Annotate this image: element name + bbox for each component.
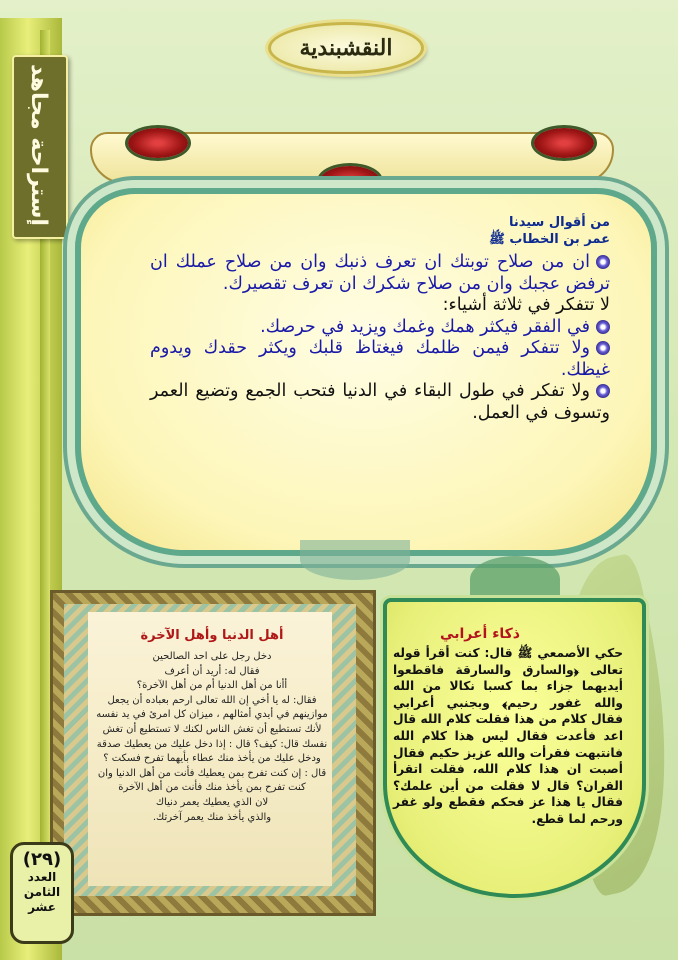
quote-item: ولا تتفكر فيمن ظلمك فيغتاظ قلبك ويكثر حقدك ويدوم غيظك.: [150, 338, 610, 380]
shield-body: [393, 645, 623, 828]
page-header-title: النقشبندية: [268, 22, 424, 74]
flower-bullet-icon: [596, 255, 610, 269]
rose-ornament-icon: [534, 128, 594, 158]
dunya-line: والذي يأخذ منك يعمر آخرتك.: [152, 811, 272, 823]
issue-badge: [10, 842, 74, 944]
quote-item: في الفقر فيكثر همك وغمك ويزيد في حرصك.: [150, 317, 610, 339]
issue-label-line2: الثامن: [23, 885, 61, 899]
quote-body: [150, 252, 610, 424]
shield-text: حكي الأصمعي ﷺ قال: كنت أقرأ قوله تعالى ﴿والسارق والسارقة فاقطعوا أيديهما جزاء بما كسبا نكالا من الله والله غفور رحيم﴾ وبجنبي أعرابي فقال كلام من هذا فقلت كلام الله قال اعد فأعدت فقال ليس هذا كلام الله فانتبهت فقرأت والله عزيز حكيم فقال أصبت ان هذا كلام الله، فقلت اتقرأ القران؟ قال لا فقلت من أين علمك؟ فقال يا هذا عز فحكم فقطع ولو غفر ورحم لما قطع.: [393, 646, 623, 826]
issue-number: (٢٩): [22, 849, 62, 870]
section-ribbon-label: إستراحة مجاهد: [26, 64, 51, 226]
dunya-line: لأنك تستطيع أن تغش الناس لكنك لا تستطيع أن تغش: [102, 723, 322, 735]
issue-label-line3: عشر: [28, 900, 56, 914]
dunya-title: أهل الدنيا وأهل الآخرة: [140, 628, 284, 643]
dunya-line: نفسك قال: كيف؟ قال : إذا دخل عليك من يعطيك صدقة: [96, 738, 328, 750]
flower-bullet-icon: [596, 341, 610, 355]
dunya-body: [94, 650, 330, 825]
rose-ornament-icon: [128, 128, 188, 158]
dunya-line: كنت تفرح بمن يأخذ منك فأنت من أهل الآخرة: [118, 782, 306, 794]
quote-subheading: لا تتفكر في ثلاثة أشياء:: [442, 295, 610, 315]
quote-paragraph: ان من صلاح توبتك ان تعرف ذنبك وان من صلاح عملك ان ترفض عجبك وان من صلاح شكرك ان تعرف تقصيرك.: [150, 252, 610, 294]
flower-bullet-icon: [596, 384, 610, 398]
dunya-line: ودخل عليك من يأخذ منك عطاء بأيهما تفرح فسكت ؟: [103, 753, 321, 765]
shield-crest-ornament: [470, 556, 560, 602]
quote-heading-line2: عمر بن الخطاب ﷺ: [489, 232, 610, 247]
frame-bottom-flourish: [300, 540, 410, 580]
shield-title: ذكاء أعرابي: [440, 626, 520, 642]
dunya-line: دخل رجل على احد الصالحين: [152, 651, 272, 662]
dunya-line: موازينهم في أيدي أمثالهم ، ميزان كل امرئ في يد نفسه: [96, 709, 328, 721]
dunya-line: فقال: له يا أخي إن الله تعالى ارحم بعباده أن يجعل: [107, 694, 317, 706]
flower-bullet-icon: [596, 320, 610, 334]
dunya-line: قال : إن كنت تفرح بمن يعطيك فأنت من أهل الدنيا وان: [97, 767, 327, 779]
dunya-line: أأنا من أهل الدنيا أم من أهل الآخرة؟: [136, 680, 288, 692]
quote-heading: [430, 214, 610, 248]
dunya-line: لان الذي يعطيك يعمر دنياك: [155, 796, 269, 808]
quote-heading-line1: من أقوال سيدنا: [508, 215, 610, 230]
quote-item: ولا تفكر في طول البقاء في الدنيا فتحب الجمع وتضيع العمر وتسوف في العمل.: [150, 381, 610, 423]
issue-label-line1: العدد: [27, 870, 57, 884]
dunya-line: فقال له: أريد أن أعرف: [164, 665, 260, 677]
